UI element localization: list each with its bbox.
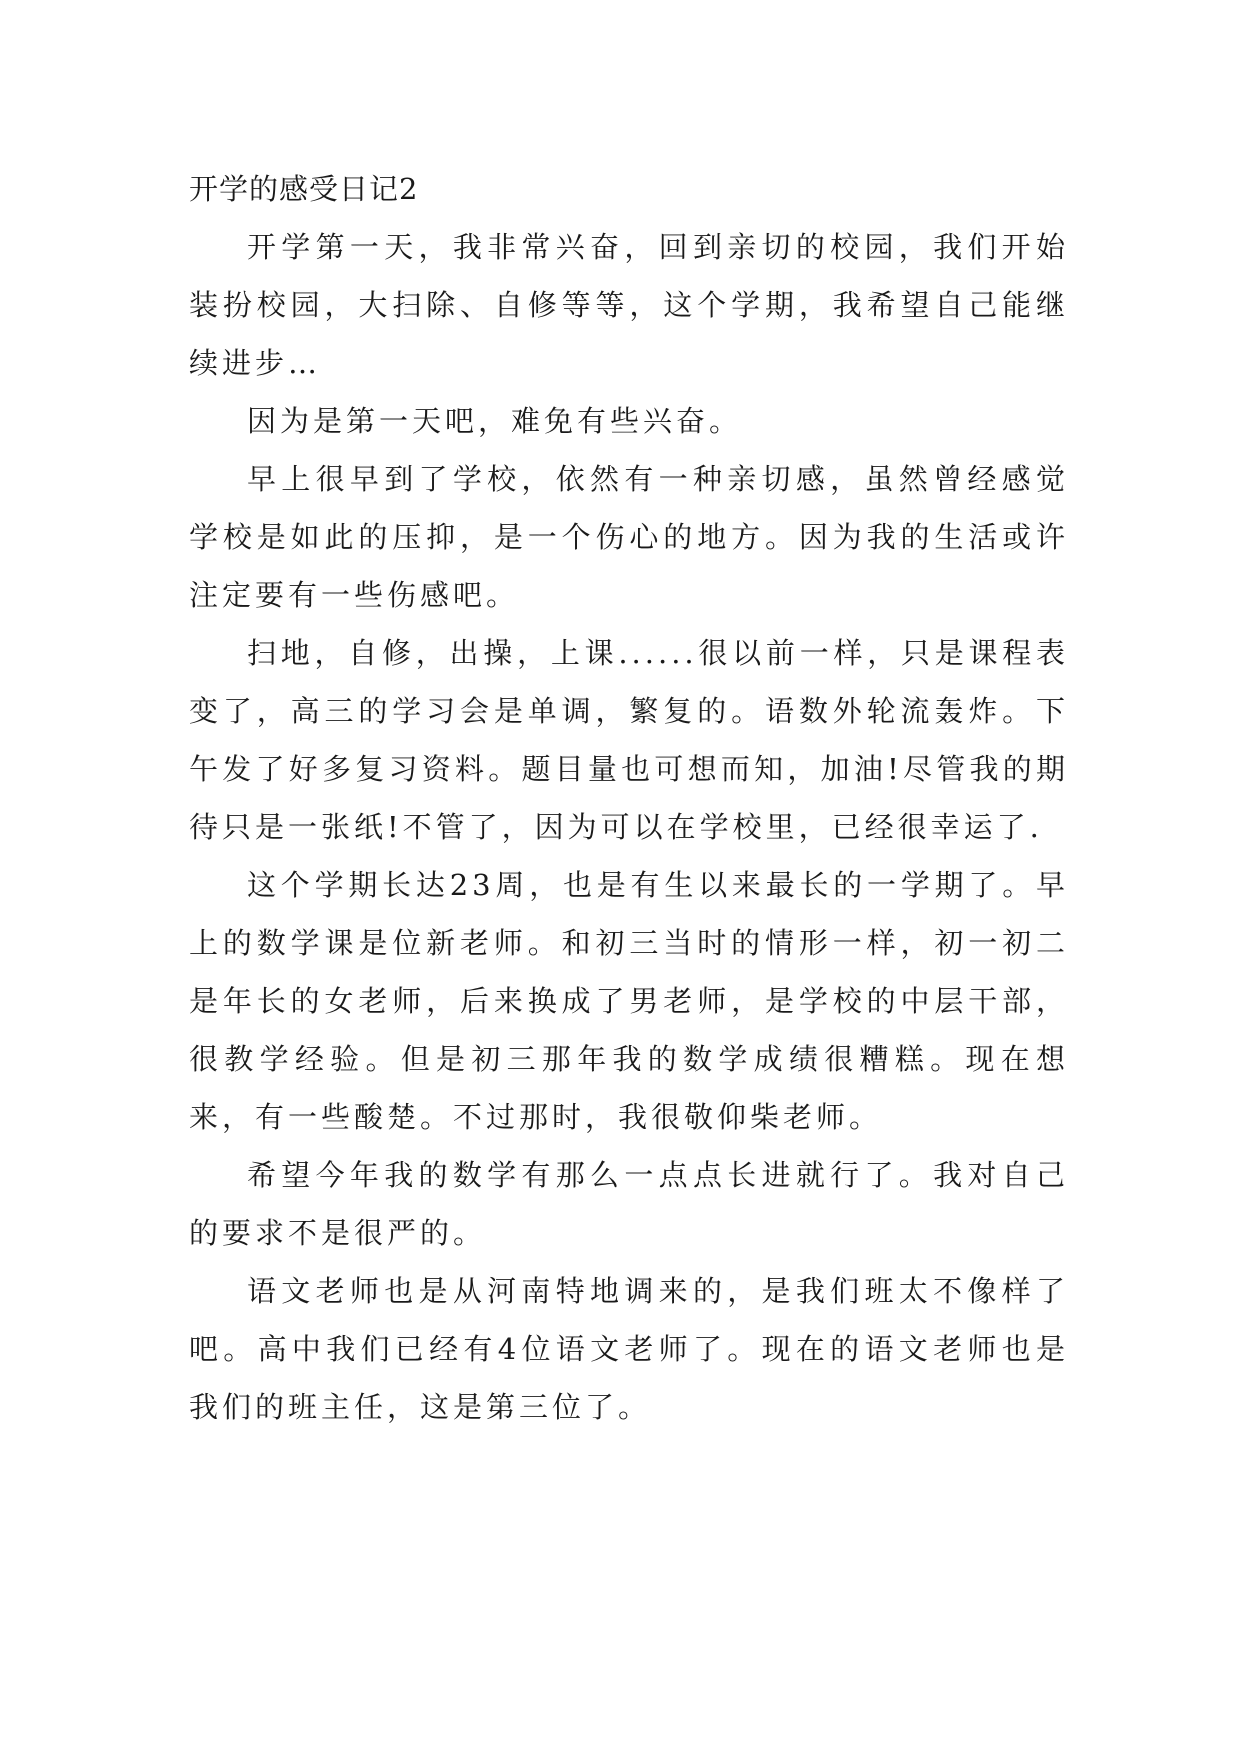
paragraph-1: 开学第一天，我非常兴奋，回到亲切的校园，我们开始装扮校园，大扫除、自修等等，这个学期，我希望自己能继续进步… bbox=[189, 230, 1069, 380]
paragraph-5: 这个学期长达23周，也是有生以来最长的一学期了。早上的数学课是位新老师。和初三当时的情形一样，初一初二是年长的女老师，后来换成了男老师，是学校的中层干部，很教学经验。但是初三那年我的数学成绩很糟糕。现在想来，有一些酸楚。不过那时，我很敬仰柴老师。 bbox=[189, 868, 1069, 1134]
paragraph-4: 扫地，自修，出操，上课......很以前一样，只是课程表变了，高三的学习会是单调，繁复的。语数外轮流轰炸。下午发了好多复习资料。题目量也可想而知，加油!尽管我的期待只是一张纸!不管了，因为可以在学校里，已经很幸运了. bbox=[189, 636, 1069, 844]
document-body bbox=[189, 160, 1069, 1436]
document-title: 开学的感受日记2 bbox=[189, 172, 419, 206]
paragraph-3: 早上很早到了学校，依然有一种亲切感，虽然曾经感觉学校是如此的压抑，是一个伤心的地方。因为我的生活或许注定要有一些伤感吧。 bbox=[189, 462, 1069, 612]
paragraph-6: 希望今年我的数学有那么一点点长进就行了。我对自己的要求不是很严的。 bbox=[189, 1158, 1069, 1250]
paragraph-7: 语文老师也是从河南特地调来的，是我们班太不像样了吧。高中我们已经有4位语文老师了。现在的语文老师也是我们的班主任，这是第三位了。 bbox=[189, 1274, 1069, 1424]
paragraph-2: 因为是第一天吧，难免有些兴奋。 bbox=[247, 404, 743, 438]
